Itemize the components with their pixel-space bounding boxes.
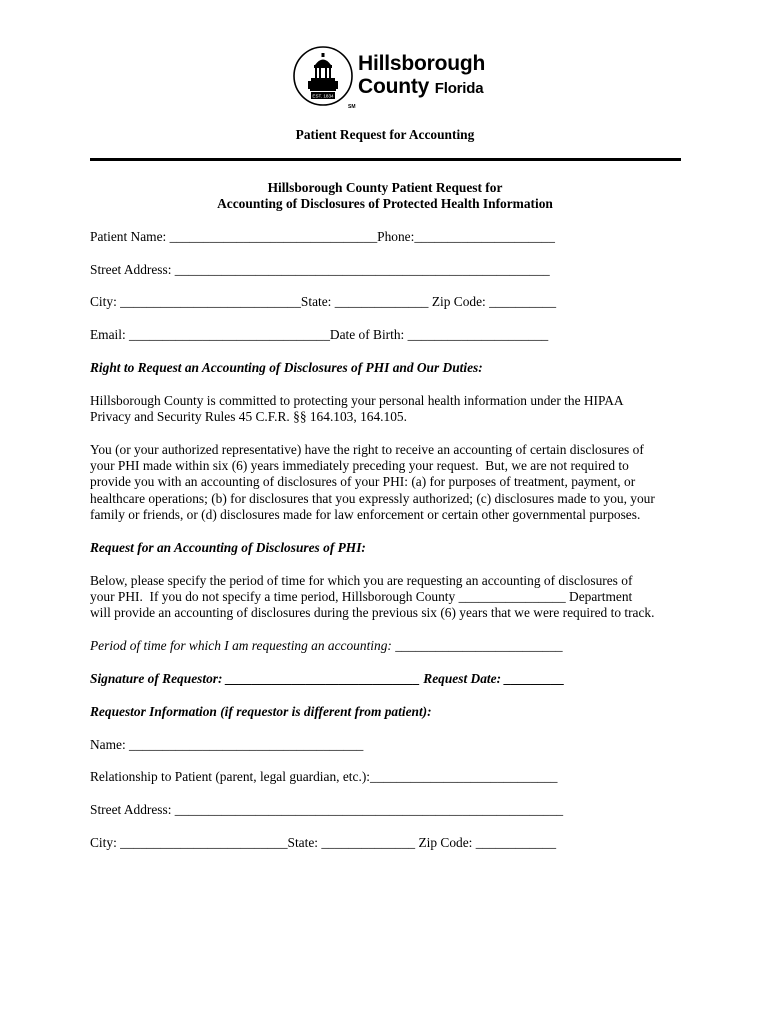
county-logo: [292, 45, 492, 115]
requestor-relationship-field[interactable]: Relationship to Patient (parent, legal guardian, etc.):____________________________: [90, 769, 558, 784]
logo-name-line2: [358, 75, 483, 99]
rights-paragraph2-line2: your PHI made within six (6) years immediately preceding your request. But, we are not required to: [90, 458, 629, 473]
header-divider: [90, 158, 681, 161]
request-paragraph-line3: will provide an accounting of disclosures during the previous six (6) years that we were required to track.: [90, 605, 655, 620]
patient-street-field[interactable]: Street Address: ________________________________________________________: [90, 262, 550, 277]
request-paragraph-line1: Below, please specify the period of time for which you are requesting an accounting of disclosures of: [90, 573, 633, 588]
request-paragraph-line2[interactable]: your PHI. If you do not specify a time period, Hillsborough County ________________ Department: [90, 589, 633, 604]
county-seal-icon: [292, 45, 354, 109]
requestor-info-heading: Requestor Information (if requestor is different from patient):: [90, 704, 432, 719]
rights-paragraph1-line2: Privacy and Security Rules 45 C.F.R. §§ 164.103, 164.105.: [90, 409, 407, 424]
logo-florida-text: Florida: [434, 80, 484, 97]
patient-name-phone-field[interactable]: Patient Name: _______________________________Phone:_____________________: [90, 229, 555, 244]
requestor-name-field[interactable]: Name: ___________________________________: [90, 737, 364, 752]
form-heading-line2: Accounting of Disclosures of Protected Health Information: [217, 196, 553, 211]
logo-name-line1: Hillsborough: [358, 52, 486, 75]
seal-est-text: EST. 1834: [312, 93, 334, 99]
rights-paragraph2-line1: You (or your authorized representative) have the right to receive an accounting of certain disclosures of: [90, 442, 644, 457]
requestor-street-field[interactable]: Street Address: __________________________________________________________: [90, 802, 564, 817]
rights-paragraph1-line1: Hillsborough County is committed to protecting your personal health information under the HIPAA: [90, 393, 624, 408]
request-heading: Request for an Accounting of Disclosures of PHI:: [90, 540, 366, 555]
rights-paragraph2-line4: healthcare operations; (b) for disclosures that you expressly authorized; (c) disclosures made to you, your: [90, 491, 655, 506]
requestor-city-state-zip-field[interactable]: City: _________________________State: ______________ Zip Code: ____________: [90, 835, 557, 850]
rights-paragraph2-line3: provide you with an accounting of disclosures of your PHI: (a) for purposes of treatment, payment, or: [90, 474, 636, 489]
page-title: Patient Request for Accounting: [295, 127, 475, 142]
logo-trademark: SM: [348, 104, 356, 110]
rights-heading: Right to Request an Accounting of Disclosures of PHI and Our Duties:: [90, 360, 483, 375]
logo-county-text: County: [358, 75, 430, 98]
patient-city-state-zip-field[interactable]: City: ___________________________State: ______________ Zip Code: __________: [90, 294, 557, 309]
patient-email-dob-field[interactable]: Email: ______________________________Date of Birth: _____________________: [90, 327, 549, 342]
signature-date-field[interactable]: Signature of Requestor: _____________________________ Request Date: _________: [90, 671, 565, 686]
rights-paragraph2-line5: family or friends, or (d) disclosures made for law enforcement or certain other governmental purposes.: [90, 507, 641, 522]
form-heading-line1: Hillsborough County Patient Request for: [267, 180, 503, 195]
period-of-time-field[interactable]: Period of time for which I am requesting an accounting: _________________________: [90, 638, 563, 653]
